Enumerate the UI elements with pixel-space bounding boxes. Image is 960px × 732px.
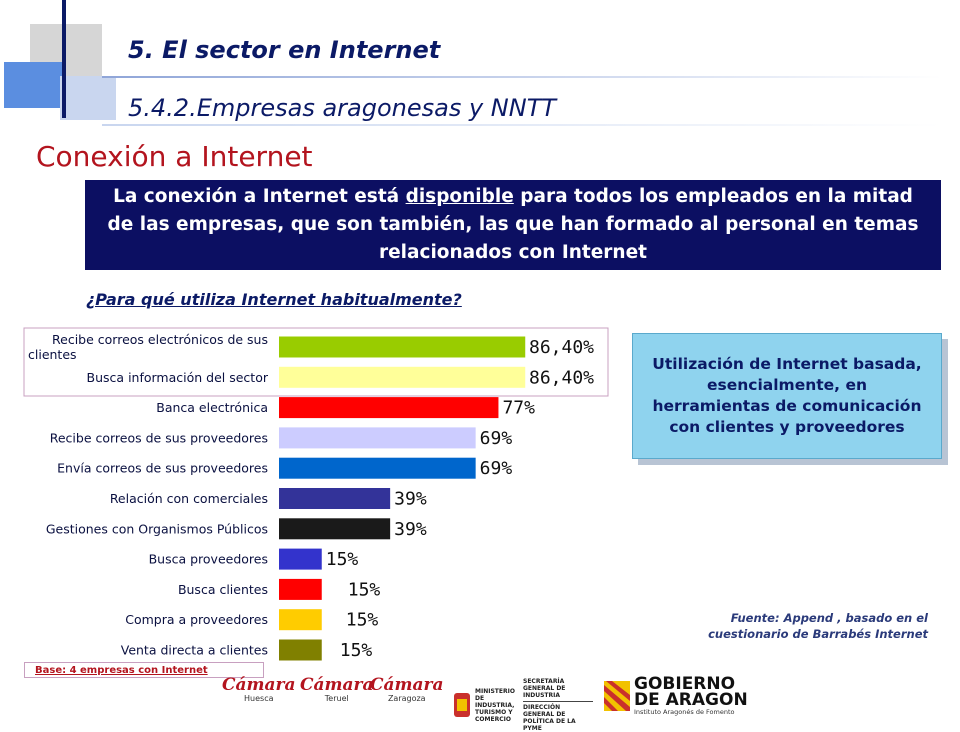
category-label: Envía correos de sus proveedores [57, 460, 268, 476]
section-title: 5. El sector en Internet [128, 36, 441, 64]
category-label: Recibe correos de sus proveedores [49, 430, 268, 446]
bar-4 [279, 427, 476, 448]
bar-3 [279, 397, 498, 418]
camara-zaragoza-logo: Cámara Zaragoza [370, 675, 444, 703]
bar-9 [279, 579, 322, 600]
value-label: 15% [325, 549, 359, 571]
value-label: 69% [479, 427, 513, 449]
category-label: Busca clientes [177, 581, 268, 597]
aragon-flag-icon [604, 681, 630, 711]
value-label: 15% [339, 640, 373, 661]
category-label: Banca electrónica [156, 400, 268, 416]
value-label: 15% [347, 579, 381, 601]
subsection-title: 5.4.2.Empresas aragonesas y NNTT [128, 94, 557, 122]
chart-question: ¿Para qué utiliza Internet habitualmente? [86, 290, 462, 309]
category-label: Busca proveedores [148, 551, 268, 567]
bar-6 [279, 488, 390, 509]
category-label: Venta directa a clientes [120, 642, 268, 658]
bar-7 [279, 518, 390, 539]
base-note: Base: 4 empresas con Internet [24, 662, 264, 678]
value-label: 77% [502, 397, 535, 419]
value-label: 86,40% [529, 367, 595, 389]
value-label: 39% [394, 518, 427, 540]
bars-group [28, 332, 594, 661]
bar-2 [279, 367, 525, 388]
bar-5 [279, 458, 476, 479]
camara-teruel-logo: Cámara Teruel [300, 675, 374, 703]
value-label: 39% [394, 488, 427, 510]
spain-shield-icon [452, 691, 472, 719]
bar-1 [279, 337, 525, 358]
category-label: Busca información del sector [86, 369, 268, 385]
category-label: Recibe correos electrónicos de sus clientes [28, 332, 268, 362]
gobierno-aragon-logo: GOBIERNO DE ARAGON Instituto Aragonés de Fomento [604, 676, 748, 716]
highlight-underlined-word: disponible [405, 186, 514, 207]
value-label: 86,40% [529, 337, 595, 358]
value-label: 69% [479, 458, 513, 480]
category-label: Gestiones con Organismos Públicos [45, 521, 268, 537]
source-note: Fuente: Append , basado en el cuestionario de Barrabés Internet [708, 611, 928, 641]
bar-10 [279, 609, 322, 630]
highlight-text: La conexión a Internet está disponible para todos los empleados en la mitad de las empresas, que son también, las que han formado al personal en temas relacionados con Internet [107, 186, 919, 263]
callout-box: Utilización de Internet basada, esencialmente, en herramientas de comunicación con clientes y proveedores [632, 333, 942, 459]
value-label: 15% [345, 609, 379, 631]
slide-title: Conexión a Internet [36, 140, 313, 173]
category-label: Compra a proveedores [125, 612, 268, 628]
ministry-logo: MINISTERIO DE INDUSTRIA, TURISMO Y COMERCIO SECRETARÍA GENERAL DE INDUSTRIA DIRECCIÓN GENERAL DE POLÍTICA DE LA PYME [452, 678, 593, 732]
category-label: Relación con comerciales [109, 491, 268, 506]
bar-8 [279, 549, 322, 570]
bar-11 [279, 640, 322, 661]
camara-huesca-logo: Cámara Huesca [222, 675, 296, 703]
